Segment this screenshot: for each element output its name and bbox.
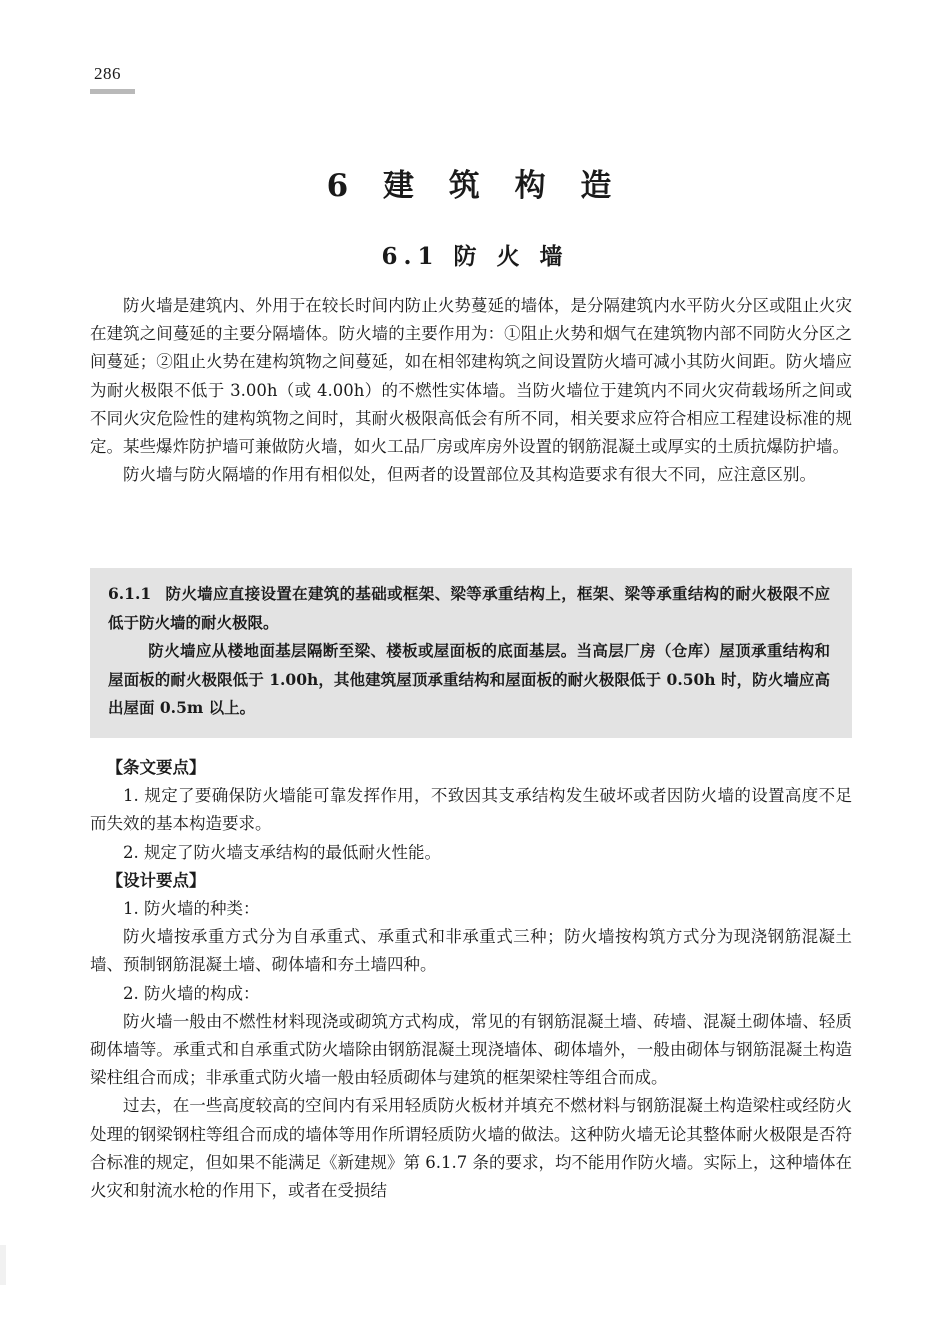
point-2: 2. 规定了防火墙支承结构的最低耐火性能。 <box>123 842 441 862</box>
design-2-text: 防火墙一般由不燃性材料现浇或砌筑方式构成，常见的有钢筋混凝土墙、砖墙、混凝土砌体墙、轻质砌体墙等。承重式和自承重式防火墙除由钢筋混凝土现浇墙体、砌体墙外，一般由砌体与钢筋混凝土构造梁柱组合而成；非承重式防火墙一般由轻质砌体与建筑的框架梁柱等组合而成。 <box>90 1011 852 1088</box>
clause-text <box>108 580 830 723</box>
intro-paragraph: 防火墙是建筑内、外用于在较长时间内防止火势蔓延的墙体，是分隔建筑内水平防火分区或阻止火灾在建筑之间蔓延的主要分隔墙体。防火墙的主要作用为：①阻止火势和烟气在建筑物内部不同防火分区之间蔓延；②阻止火势在建构筑物之间蔓延，如在相邻建构筑之间设置防火墙可减小其防火间距。防火墙应为耐火极限不低于 3.00h（或 4.00h）的不燃性实体墙。当防火墙位于建筑内不同火灾荷载场所之间或不同火灾危险性的建构筑物之间时，其耐火极限高低会有所不同，相关要求应符合相应工程建设标准的规定。某些爆炸防护墙可兼做防火墙，如火工品厂房或库房外设置的钢筋混凝土或厚实的土质抗爆防护墙。 <box>90 296 852 457</box>
page-number: 286 <box>94 64 121 83</box>
design-3-text: 过去，在一些高度较高的空间内有采用轻质防火板材并填充不燃材料与钢筋混凝土构造梁柱或经防火处理的钢梁钢柱等组合而成的墙体等用作所谓轻质防火墙的做法。这种防火墙无论其整体耐火极限是否符合标准的规定，但如果不能满足《新建规》第 6.1.7 条的要求，均不能用作防火墙。实际上，这种墙体在火灾和射流水枪的作用下，或者在受损结 <box>90 1096 852 1201</box>
page-number-bar <box>90 89 135 94</box>
intro-text <box>90 292 852 489</box>
heading-clause-points: 【条文要点】 <box>106 758 206 777</box>
clause-text-2: 防火墙应从楼地面基层隔断至梁、楼板或屋面板的底面基层。当高层厂房（仓库）屋顶承重结构和屋面板的耐火极限低于 1.00h，其他建筑屋顶承重结构和屋面板的耐火极限低于 0.50h 时，防火墙应高出屋面 0.5m 以上。 <box>108 641 830 717</box>
intro-paragraph: 防火墙与防火隔墙的作用有相似处，但两者的设置部位及其构造要求有很大不同，应注意区别。 <box>123 465 816 485</box>
point-1: 1. 规定了要确保防火墙能可靠发挥作用，不致因其支承结构发生破坏或者因防火墙的设置高度不足而失效的基本构造要求。 <box>90 786 852 834</box>
commentary <box>90 754 852 1205</box>
section-title: 6.1 防 火 墙 <box>381 243 569 270</box>
design-1-title: 1. 防火墙的种类： <box>123 899 260 919</box>
heading-design-points: 【设计要点】 <box>106 870 206 890</box>
design-1-text: 防火墙按承重方式分为自承重式、承重式和非承重式三种；防火墙按构筑方式分为现浇钢筋混凝土墙、预制钢筋混凝土墙、砌体墙和夯土墙四种。 <box>90 927 852 975</box>
clause-number: 6.1.1 <box>108 584 152 603</box>
design-2-title: 2. 防火墙的构成： <box>123 983 260 1003</box>
page-edge-mark <box>0 1245 6 1285</box>
clause-text-1: 防火墙应直接设置在建筑的基础或框架、梁等承重结构上，框架、梁等承重结构的耐火极限不应低于防火墙的耐火极限。 <box>108 584 830 632</box>
chapter-title: 6 建 筑 构 造 <box>326 168 624 204</box>
